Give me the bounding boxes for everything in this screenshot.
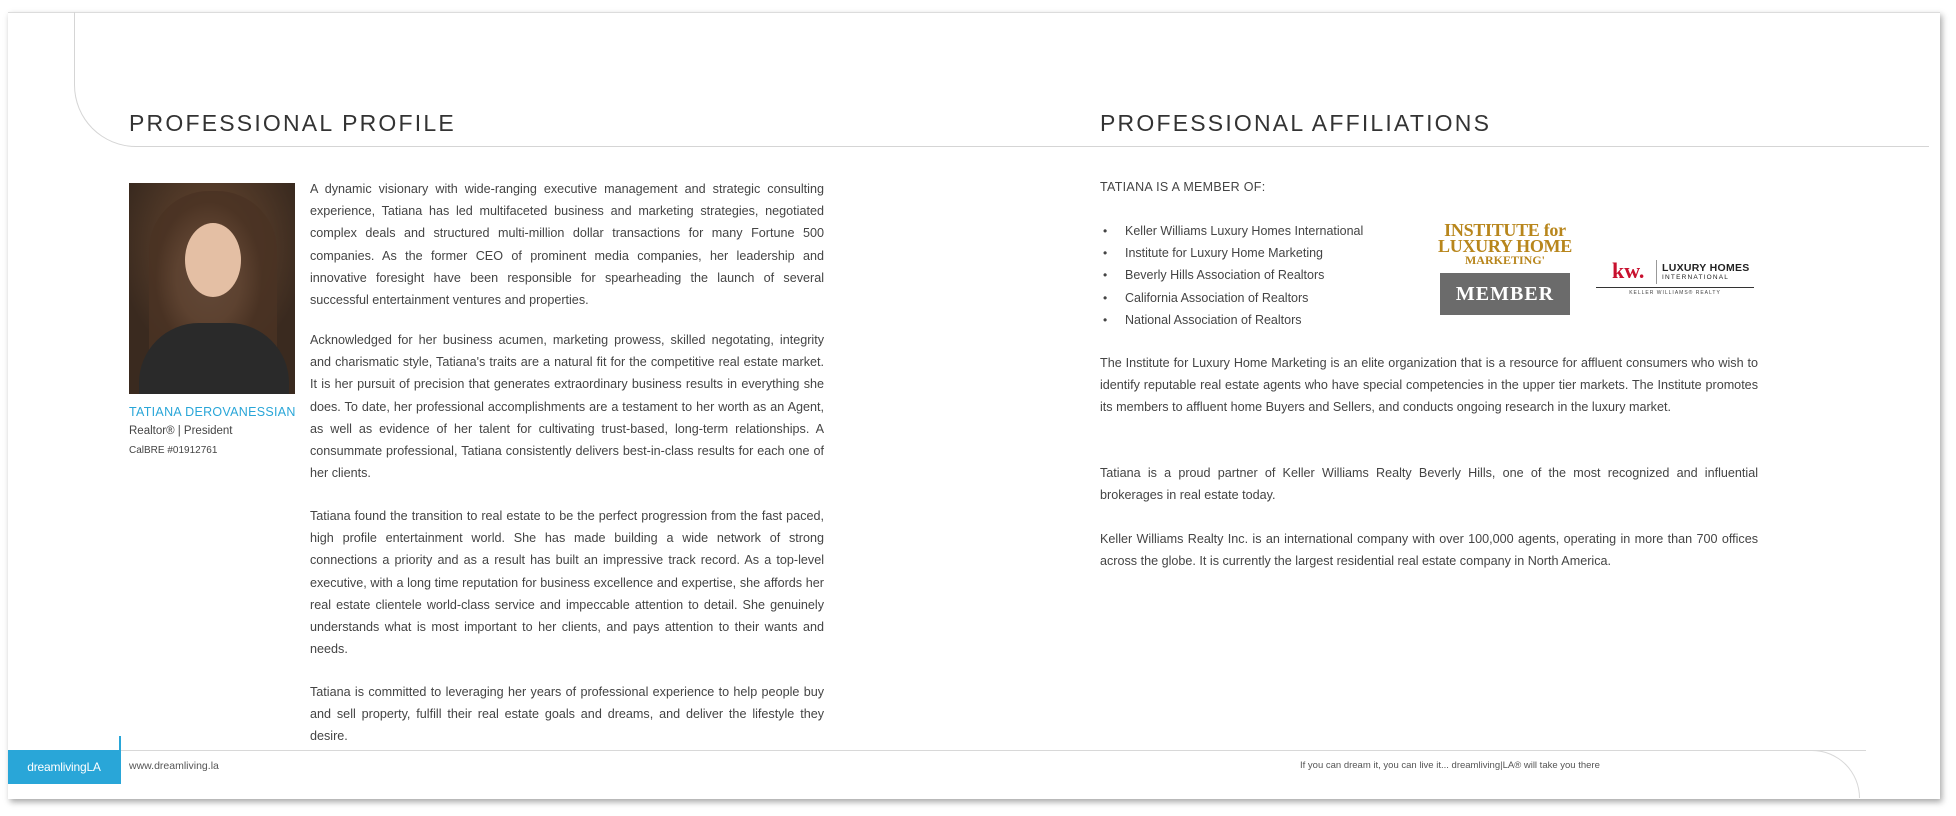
logo-text: LUXURY HOMES <box>1662 262 1750 274</box>
footer-tagline: If you can dream it, you can live it... dreamliving|LA® will take you there <box>1300 760 1600 771</box>
agent-photo <box>129 183 295 394</box>
agent-name: TATIANA DEROVANESSIAN <box>129 405 296 419</box>
list-item <box>1100 220 1363 242</box>
affiliation-label: Institute for Luxury Home Marketing <box>1125 246 1323 261</box>
bullet-icon: • <box>1103 290 1108 305</box>
affiliation-label: National Association of Realtors <box>1125 312 1302 327</box>
affiliation-label: Beverly Hills Association of Realtors <box>1125 268 1325 283</box>
affiliation-label: California Association of Realtors <box>1125 290 1309 305</box>
list-item <box>1100 242 1363 264</box>
affiliation-paragraph: Keller Williams Realty Inc. is an international company with over 100,000 agents, operating in more than 700 offices across the globe. It is currently the largest residential real estate company in North America. <box>1100 532 1758 569</box>
profile-paragraph: Tatiana found the transition to real estate to be the perfect progression from the fast paced, high profile entertainment world. She has made building a wide network of strong connections a priority and as a result has built an impressive track record. As a top-level executive, with a long time reputation for business excellence and expertise, she affords her real estate clientele world-class service and impeccable attention to detail. She genuinely understands what is most important to her clients, and pays attention to their wants and needs. <box>310 509 824 657</box>
logo-text: KELLER WILLIAMS® REALTY <box>1629 290 1721 296</box>
footer-divider <box>8 750 1866 751</box>
member-of-label: TATIANA IS A MEMBER OF: <box>1100 180 1266 194</box>
kw-luxury-homes-logo <box>1596 258 1754 294</box>
list-item <box>1100 264 1363 286</box>
profile-paragraph: Acknowledged for her business acumen, marketing prowess, skilled negotating, integrity and charismatic style, Tatiana's traits are a natural fit for the competitive real estate market. It is her pursuit of precision that generates extraordinary business results in everything she does. To date, her professional accomplishments are a testament to her worth as an Agent, as well as evidence of her talent for cultivating trust-based, long-term relationships. A consummate professional, Tatiana consistently delivers best-in-class results for each one of her clients. <box>310 333 824 481</box>
bullet-icon: • <box>1103 268 1108 283</box>
list-item <box>1100 309 1363 331</box>
bullet-icon: • <box>1103 224 1108 238</box>
member-badge: MEMBER <box>1440 273 1570 315</box>
logo-text: INTERNATIONAL <box>1662 274 1730 281</box>
list-item <box>1100 287 1363 309</box>
kw-mark: kw. <box>1612 258 1645 283</box>
agent-license: CalBRE #01912761 <box>129 445 218 456</box>
profile-paragraph: A dynamic visionary with wide-ranging executive management and strategic consulting experience, Tatiana has led multifaceted business and marketing strategies, negotiated complex deals and structured multi-million dollar transactions for many Fortune 500 companies. As the former CEO of prominent media companies, her leadership and innovative foresight have been responsible for spearheading the launch of several successful entertainment ventures and properties. <box>310 182 824 308</box>
profile-heading: PROFESSIONAL PROFILE <box>129 110 456 136</box>
affiliation-paragraph: The Institute for Luxury Home Marketing is an elite organization that is a resource for affluent consumers who wish to identify reputable real estate agents who have special competencies in the upper tier markets. The Institute promotes its members to affluent home Buyers and Sellers, and conducts ongoing research in the luxury market. <box>1100 356 1758 415</box>
affiliation-label: Keller Williams Luxury Homes International <box>1125 224 1364 238</box>
logo-text: INSTITUTE for <box>1444 220 1566 240</box>
affiliations-list <box>1100 220 1363 331</box>
institute-luxury-home-logo <box>1438 222 1572 315</box>
bullet-icon: • <box>1103 246 1108 261</box>
affiliation-paragraph: Tatiana is a proud partner of Keller Williams Realty Beverly Hills, one of the most recognized and influential brokerages in real estate today. <box>1100 466 1758 503</box>
affiliations-heading: PROFESSIONAL AFFILIATIONS <box>1100 110 1492 136</box>
dreamliving-logo[interactable]: dreamlivingLA <box>8 750 120 784</box>
profile-paragraph: Tatiana is committed to leveraging her years of professional experience to help people buy and sell property, fulfill their real estate goals and dreams, and deliver the lifestyle they desire. <box>310 685 824 744</box>
footer-url[interactable]: www.dreamliving.la <box>129 760 219 772</box>
agent-role: Realtor® | President <box>129 425 233 437</box>
bullet-icon: • <box>1103 312 1108 327</box>
logo-text: LUXURY HOME <box>1438 236 1572 256</box>
logo-text: MARKETING' <box>1464 253 1545 267</box>
